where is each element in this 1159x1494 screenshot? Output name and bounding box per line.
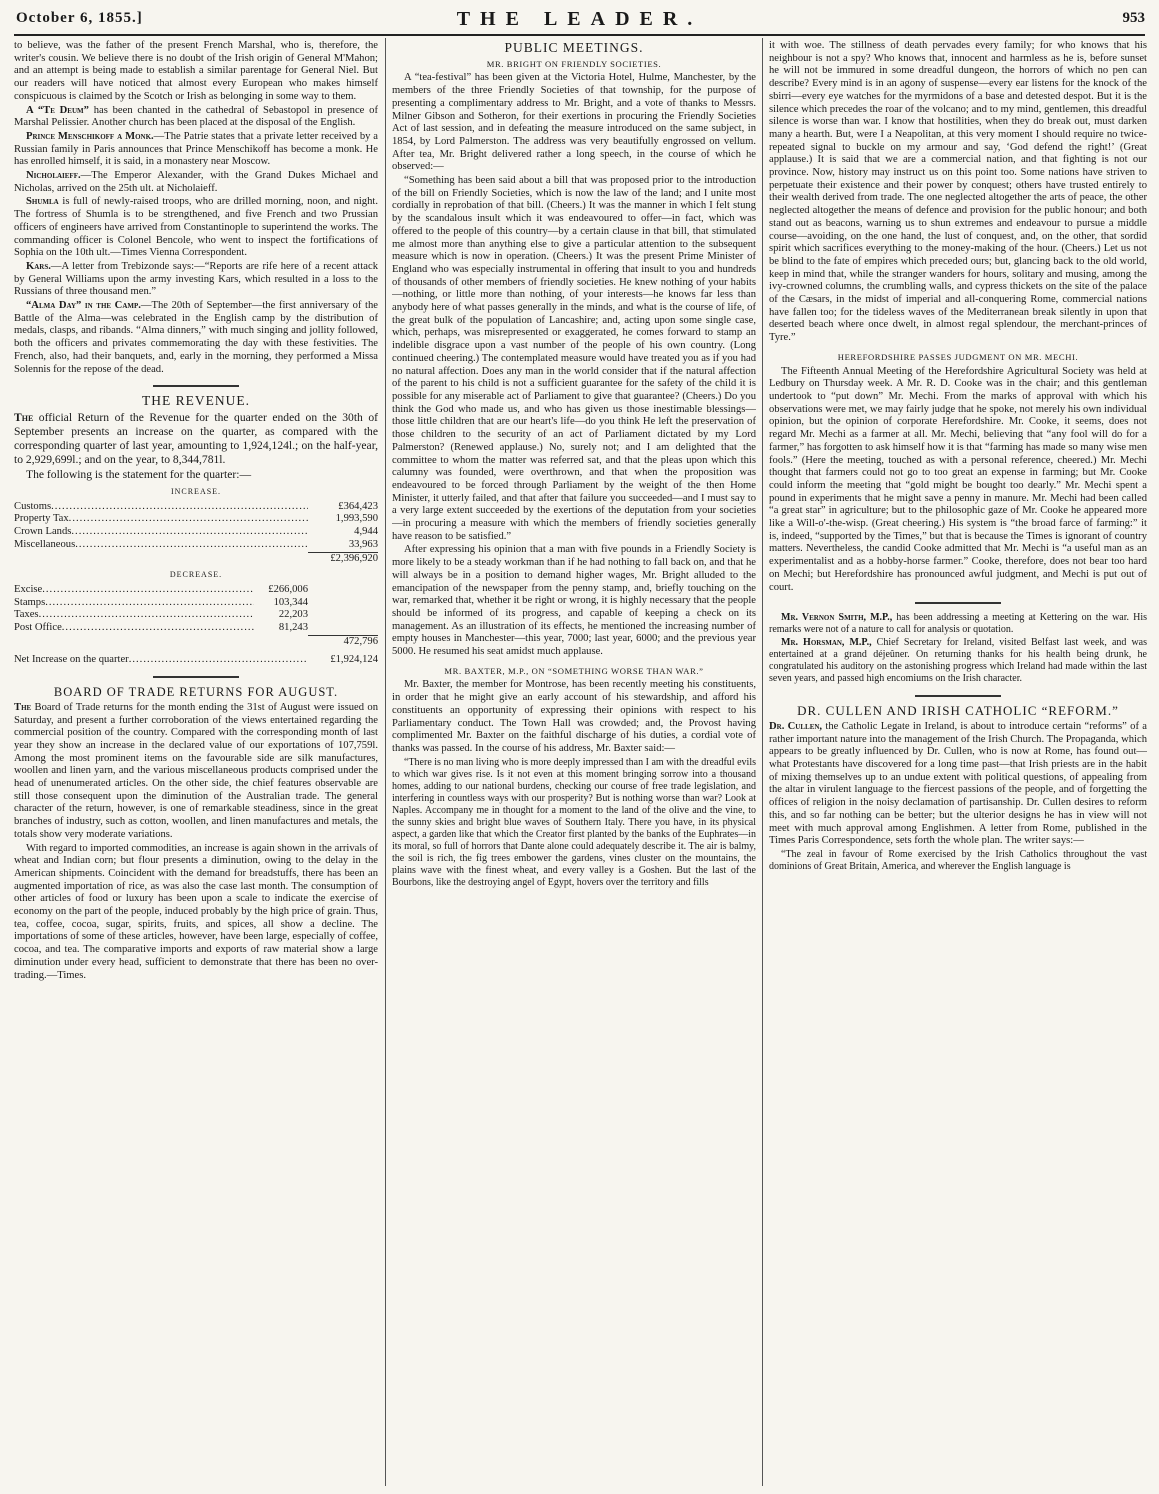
net-label: Net Increase on the quarter bbox=[14, 654, 129, 666]
para-text: official Return of the Revenue for the quarter ended on the 30th of September presents an increase on the quarter, as compared with the corresponding quarter of last year, amounting to 1,924,124l.; on the half-year, to 2,929,699l.; and on the year, to 8,344,781l. bbox=[14, 410, 378, 466]
cullen-heading: DR. CULLEN AND IRISH CATHOLIC “REFORM.” bbox=[797, 703, 1119, 719]
newspaper-title: THE LEADER. bbox=[456, 8, 703, 30]
revenue-paragraph bbox=[14, 411, 378, 467]
item-text: —The Patrie states that a private letter received by a Russian family in Paris announces that Prince Menschikoff has become a monk. He has enrolled himself, it is said, in a monastery near Moscow. bbox=[14, 130, 378, 168]
row-label: Excise bbox=[14, 583, 43, 595]
article-paragraph: Mr. Baxter, the member for Montrose, has been recently meeting his constituents, in order that he might give an early account of his stewardship, and afford his constituents an opportunity of expressing their opinions with respect to his Parliamentary conduct. The Town Hall was crowded; and, the Provost having complimented Mr. Baxter on the faithful discharge of his duties, a cordial vote of thanks was passed. In the course of his address, Mr. Baxter said:— bbox=[392, 679, 756, 754]
section-rule bbox=[915, 695, 1001, 697]
table-row bbox=[14, 622, 378, 635]
intro-paragraph: to believe, was the father of the present French Marshal, who is, therefore, the writer's cousin. We believe there is no doubt of the Irish origin of General M'Mahon; and an attempt is being made to establish a similar parentage for General Niel. But our readers will have noticed that almost every European who makes himself conspicuous is claimed by the Scotch or Irish as belonging in some way to them. bbox=[14, 40, 378, 102]
article-paragraph: “Something has been said about a bill that was proposed prior to the introduction of the bill on Friendly Societies, which is now the law of the land; and I unite most cordially in reprobation of that bill. (Cheers.) It was the manner in which I felt stung by the scandalous insult which it was endeavoured to offer—in fact, which was offered to the people of this country—by a certain clause in that bill, that stimulated me almost more than anything else to give a particular attention to the subsequent measure which is now in operation. (Cheers.) It was the present Prime Minister of England who was especially instrumental in offering that insult to you and hundreds of thousands of other members of friendly societies. He knew nothing of your habits—nothing, or little more than nothing, of your interests—he knows far less than anybody here of what passes generally in the minds, and what is the course of life, of the great bulk of the population of Lancashire; and, acting upon some single case, which, perhaps, was misrepresented or exaggerated, he comes forward to stamp an indelible disgrace upon a vast number of the people of his own country. (Long continued cheering.) The contemplated measure would have treated you as if you had no natural affection. Does any man in the world consider that if the natural affection of the parent to his child is not a sufficient guarantee for the safety of the child it is possible for any miserable act of Parliament to give that guarantee? (Cheers.) Do you think the God who made us, and who has given us those inestimable blessings—those little children that are our heart's life—do you think He left the preservation of those children to the security of an act of Parliament dictated by my Lord Palmerston? (Renewed applause.) No, surely not; and I am delighted that the committee to whom the matter was referred sat, and that the pleas upon which this calumny was founded, were overthrown, and that when the proposition was endeavoured to be forced through Parliament by the weight of the then Home Minister, it utterly failed, and that after that failure you succeeded—and I must say to a very large extent succeeded by the exertions of the deputation from your societies—in procuring a measure with which the members of friendly societies generally have reason to be satisfied.” bbox=[392, 175, 756, 542]
news-item bbox=[14, 131, 378, 169]
article-paragraph: After expressing his opinion that a man with five pounds in a Friendly Society is more likely to be a steady workman than if he had nothing to fall back on, and that he will always be in a position to demand higher wages, Mr. Bright alluded to the emancipation of the newspaper from the penny stamp, and, briefly touching on the war, remarked that, whether it be right or wrong, it is highly necessary that the people should be informed of its progress, and capable of keeping a check on its management. As an illustration of its effects, he mentioned the increasing number of empty houses in Manchester—this year, 7000; last year, 6000; and the previous year 5000. He resumed his seat amidst much applause. bbox=[392, 544, 756, 658]
table-row bbox=[14, 526, 378, 539]
increase-title: INCREASE. bbox=[170, 486, 222, 496]
increase-total-row bbox=[14, 552, 378, 566]
note-text: Chief Secretary for Ireland, visited Belfast last week, and was entertained at a grand déjeûner. On returning thanks for his health being drunk, he congratulated his auditory on the astonishing progress which Ireland had made within the last seven years, and passed high encomiums on the Irish character. bbox=[769, 637, 1147, 685]
news-item bbox=[14, 300, 378, 376]
row-value: 103,344 bbox=[273, 596, 308, 608]
section-rule bbox=[153, 385, 239, 387]
masthead bbox=[14, 6, 1145, 32]
column-divider bbox=[762, 38, 763, 1486]
item-text: —A letter from Trebizonde says:—“Reports are rife here of a recent attack by General Williams upon the army investing Kars, which resulted in a loss to the Russians of three thousand men.” bbox=[14, 260, 378, 298]
revenue-statement-intro: The following is the statement for the quarter:— bbox=[26, 467, 252, 481]
row-label: Customs bbox=[14, 500, 52, 512]
row-label: Stamps bbox=[14, 596, 46, 608]
revenue-table bbox=[14, 486, 378, 667]
issue-date: October 6, 1855.] bbox=[16, 10, 143, 26]
row-label: Miscellaneous bbox=[14, 538, 76, 550]
row-value: 22,203 bbox=[278, 609, 308, 621]
column-2 bbox=[392, 40, 756, 1486]
row-value: £266,006 bbox=[268, 583, 308, 595]
item-text: —The 20th of September—the first anniversary of the Battle of the Alma—was celebrated in the English camp by the distribution of medals, clasps, and ribands. “Alma dinners,” with much singing and jollity followed, both the officers and privates commemorating the day with these festivities. The French, also, had their banquets, and, early in the morning, they performed a Missa Solennis for the repose of the dead. bbox=[14, 300, 378, 375]
article-paragraph: it with woe. The stillness of death pervades every family; for who knows that his neighbour is not a spy? Who knows that, innocent and harmless as he is, before sunset he will not be immured in some dreadful dungeon, the horrors of which no pen can describe? Every mind is in an agony of suspense—every ear listens for the knock of the sbirri—every eye watches for the myrmidons of a base and detested despot. But it is the silence which precedes the roar of the volcano; and to my mind, gentlemen, this dreadful silence is worse than war. I know that hostilities, when they do break out, must darken many a hearth. But, were I a Neapolitan, at this very moment I should require no twice-repeated signal to buckle on my armour and say, ‘God defend the right!’ (Great applause.) It is said that we are a commercial nation, and that fighting is not our province. Now, history may instruct us on this point too. Some nations have striven to perpetuate their existence and their power by conquest; others have trusted entirely to their wealth derived from trade. The one neglected altogether the arts of peace, the other neglected altogether the means of defence and provision for the public honour; and both stand out as beacons, warning us to shun extremes and endeavour to pursue a middle course—avoiding, on the one hand, the lust of conquest, and, on the other, that sordid spirit which sacrifices everything to the money-making of the hour. (Cheers.) Let us not be blind to the fate of empires which preceded ours; but, glancing back to the old world, keep in mind that, while the stranger wanders for hours, solitary and musing, among the ivy-crowned columns, the crumbling walls, and cypress thickets on the site of the palace of the Cæsars, in the midst of imperial and all-conquering Rome, commercial nations have fallen too; for the tideless waves of the Mediterranean break silently in upon that deserted beach where once dwelt, in almost regal splendour, the merchant-princes of Tyre.” bbox=[769, 40, 1147, 344]
decrease-total-row bbox=[14, 635, 378, 649]
subheading-mechi: HEREFORDSHIRE PASSES JUDGMENT ON MR. MECHI. bbox=[837, 351, 1079, 362]
table-row bbox=[14, 609, 378, 622]
page-number: 953 bbox=[1122, 10, 1145, 26]
row-label: Taxes bbox=[14, 609, 39, 621]
para-text: the Catholic Legate in Ireland, is about to introduce certain “reforms” of a rather important nature into the management of the Irish Church. The Propaganda, which appears to be greatly influenced by Dr. Cullen, who is now at Rome, has found out—what Protestants have discovered for a long time past—that Irish priests are in the habit of mixing themselves up to an undue extent with political questions, of appealing from the altar in virulent language to the fiercest passions of the people, and of forgetting the offices of religion in the noisy declamation of partisanship. Dr. Cullen desires to reform this, and so far nothing can be better; but the ulterior designs he has in view will not meet with much approval among Englishmen. A letter from Rome, published in the Times Paris Correspondence, sets forth the whole plan. The writer says:— bbox=[769, 720, 1147, 847]
article-paragraph: The Fifteenth Annual Meeting of the Herefordshire Agricultural Society was held at Ledbury on Thursday week. A Mr. R. D. Cooke was in the chair; and this gentleman undertook to “put down” Mr. Mechi. From the marks of approval with which his observations were met, we may fairly judge that he spoke, not merely his own individual opinion, but the opinion of corporate Herefordshire. Mr. Cooke, it seems, does not regard Mr. Mechi as a farmer at all. Mr. Mechi, believing that “any fool will do for a farmer,” has forgotten to ask himself how it is that “farming has made so many wise men fools.” (Here the meeting, touched as with a personal reference, cheered.) Mr. Mechi thought that farmers could not go to too great an expense in farming; but Mr. Cooke could inform the meeting that “gold might be bought too dearly.” Mr. Mechi spent a pound in experiments that he might save a penny in manure. Mr. Mechi had been called “a great star” in agriculture; but to the philosophic gaze of Mr. Cooke he appeared more like a Will-o'-the-wisp. (Great cheering.) His system is “the broad farce of farming:” it is, indeed, “supported by the Times,” but that is because the Times is ignorant of country matters. Nevertheless, the candid Cooke admitted that Mr. Mechi is “a useful man as an experimentalist and as a hobby-horse farmer.” Cooke, therefore, does not bear too hard on Mechi; but Herefordshire has pronounced awful judgment, and Mechi is put out of court. bbox=[769, 365, 1147, 593]
item-lead: “Alma Day” in the Camp. bbox=[26, 300, 141, 312]
article-paragraph: A “tea-festival” has been given at the Victoria Hotel, Hulme, Manchester, by the members of the three Friendly Societies of that township, for the purpose of presenting a complimentary address to Mr. Bright, and a vote of thanks to Messrs. Milner Gibson and Sotheron, for their exertions in procuring the Friendly Societies Act of last session, and in defeating the measure introduced on the same subject, in 1854, by Lord Palmerston. The address was very beautifully engrossed on vellum. After tea, Mr. Bright delivered rather a long speech, in the course of which he observed:— bbox=[392, 72, 756, 173]
note-lead: Mr. Vernon Smith, M.P., bbox=[781, 612, 893, 624]
item-text: —The Emperor Alexander, with the Grand Dukes Michael and Nicholas, arrived on the 25th ult. at Nicholaieff. bbox=[14, 170, 378, 194]
decrease-title: DECREASE. bbox=[169, 570, 223, 580]
board-paragraph-2: With regard to imported commodities, an increase is again shown in the arrivals of wheat and Indian corn; but flour presents a diminution, owing to the delay in the American shipments. Coincident with the demand for breadstuffs, there has been an augmented importation of rice, as was also the case last month. The consumption of other articles of food or luxury has been upon a scale to indicate the exercise of economy on the part of the people, induced probably by the high price of grain. Thus, tea, coffee, cocoa, sugar, spirits, fruits, and spices, all show a decline. The importations of some of these articles, however, have been large, especially of coffee, cocoa, and tea. The comparative imports and exports of raw material show a large diminution under every head, sufficient to demonstrate that there has been no over-trading.—Times. bbox=[14, 842, 378, 981]
para-lead: Dr. Cullen, bbox=[769, 720, 823, 732]
section-rule bbox=[915, 602, 1001, 604]
subheading-bright: MR. BRIGHT ON FRIENDLY SOCIETIES. bbox=[486, 58, 662, 69]
revenue-heading: THE REVENUE. bbox=[142, 393, 250, 409]
masthead-rule bbox=[14, 34, 1145, 36]
table-row bbox=[14, 539, 378, 552]
item-lead: Shumla bbox=[26, 196, 59, 208]
para-text: Board of Trade returns for the month ending the 31st of August were issued on Saturday, and present a further corroboration of the views entertained regarding the commercial position of the country. Compared with the corresponding month of last year they show an increase in the declared value of our exportations of 107,759l. Among the most prominent items on the favourable side are silk manufactures, woollen and linen yarn, and the various miscellaneous products comprised under the head of unenumerated articles. On the other side, the chief features observable are still those consequent upon the diminution of the Australian trade. The general character of the return, however, is one of remarkable steadiness, since in the great branches of industry, such as cotton, woollen, and linen manufactures and metals, the totals show very moderate variations. bbox=[14, 701, 378, 840]
row-label: Property Tax bbox=[14, 513, 69, 525]
public-meetings-heading: PUBLIC MEETINGS. bbox=[504, 40, 644, 55]
column-3 bbox=[769, 40, 1147, 1486]
net-increase-row bbox=[14, 654, 378, 667]
board-heading: BOARD OF TRADE RETURNS FOR AUGUST. bbox=[53, 685, 339, 700]
row-value: £364,423 bbox=[338, 500, 378, 512]
note-text: has been addressing a meeting at Kettering on the war. His remarks were not of a nature to call for analysis or quotation. bbox=[769, 612, 1147, 636]
item-lead: Kars. bbox=[26, 260, 51, 272]
news-item bbox=[14, 105, 378, 130]
column-divider bbox=[385, 38, 386, 1486]
para-lead: The bbox=[14, 701, 32, 713]
item-text: has been chanted in the cathedral of Sebastopol in presence of Marshal Pelissier. Another church has been placed at the disposal of the English. bbox=[14, 104, 378, 129]
article-paragraph bbox=[769, 721, 1147, 848]
table-row bbox=[14, 597, 378, 610]
decrease-total: 472,796 bbox=[308, 635, 378, 649]
news-item bbox=[14, 196, 378, 260]
subheading-baxter: MR. BAXTER, M.P., ON “SOMETHING WORSE THAN WAR.” bbox=[444, 665, 704, 676]
item-lead: Prince Menschikoff a Monk. bbox=[26, 130, 154, 142]
net-value: £1,924,124 bbox=[330, 654, 378, 666]
item-text: is full of newly-raised troops, who are drilled morning, noon, and night. The fortress of Shumla is to be strengthened, and five French and two Prussian officers of engineers have arrived from Constantinople to superintend the works. The commanding officer is Colonel Bencole, who went to inspect the fortifications of Sophia on the 10th ult.—Times Vienna Correspondent. bbox=[14, 196, 378, 259]
article-paragraph: “The zeal in favour of Rome exercised by the Irish Catholics throughout the vast dominions of Great Britain, America, and wherever the English language is bbox=[769, 848, 1147, 872]
table-row bbox=[14, 513, 378, 526]
news-note bbox=[769, 637, 1147, 685]
row-label: Post Office bbox=[14, 622, 62, 634]
row-value: 81,243 bbox=[278, 622, 308, 634]
table-row bbox=[14, 501, 378, 514]
board-paragraph bbox=[14, 702, 378, 842]
column-1 bbox=[14, 40, 378, 1486]
note-lead: Mr. Horsman, M.P., bbox=[781, 637, 872, 649]
para-lead: The bbox=[14, 410, 34, 424]
row-value: 1,993,590 bbox=[335, 513, 378, 525]
row-label: Crown Lands bbox=[14, 526, 72, 538]
row-value: 33,963 bbox=[348, 538, 378, 550]
table-row bbox=[14, 584, 378, 597]
news-item bbox=[14, 261, 378, 299]
news-note bbox=[769, 612, 1147, 636]
row-value: 4,944 bbox=[354, 526, 378, 538]
section-rule bbox=[153, 676, 239, 678]
item-lead: Nicholaieff. bbox=[26, 170, 81, 182]
article-paragraph: “There is no man living who is more deeply impressed than I am with the dreadful evils to which war gives rise. Is it not even at this moment bringing sorrow into a thousand homes, adding to our national burdens, checking our course of free trade legislation, and interfering in countless ways with our prosperity? But is nothing worse than war? Look at Naples. Accompany me in thought for a moment to the land of the olive and the vine, to the sunny skies and bright blue waves of Southern Italy. There you have, in its physical aspect, a garden like that which the Creator first planted by the banks of the Euphrates—in its moral, so full of horrors that Dante alone could adequately describe it. The air is balmy, the soil is rich, the fig trees embower the gardens, vines cluster on the mountains, the plains wave with the finest wheat, and every valley is a Goshen. But the last of the Bourbons, like the destroying angel of Egypt, hovers over the territory and fills bbox=[392, 756, 756, 888]
increase-total: £2,396,920 bbox=[308, 552, 378, 566]
item-lead: A “Te Deum” bbox=[26, 104, 89, 116]
news-item bbox=[14, 170, 378, 195]
